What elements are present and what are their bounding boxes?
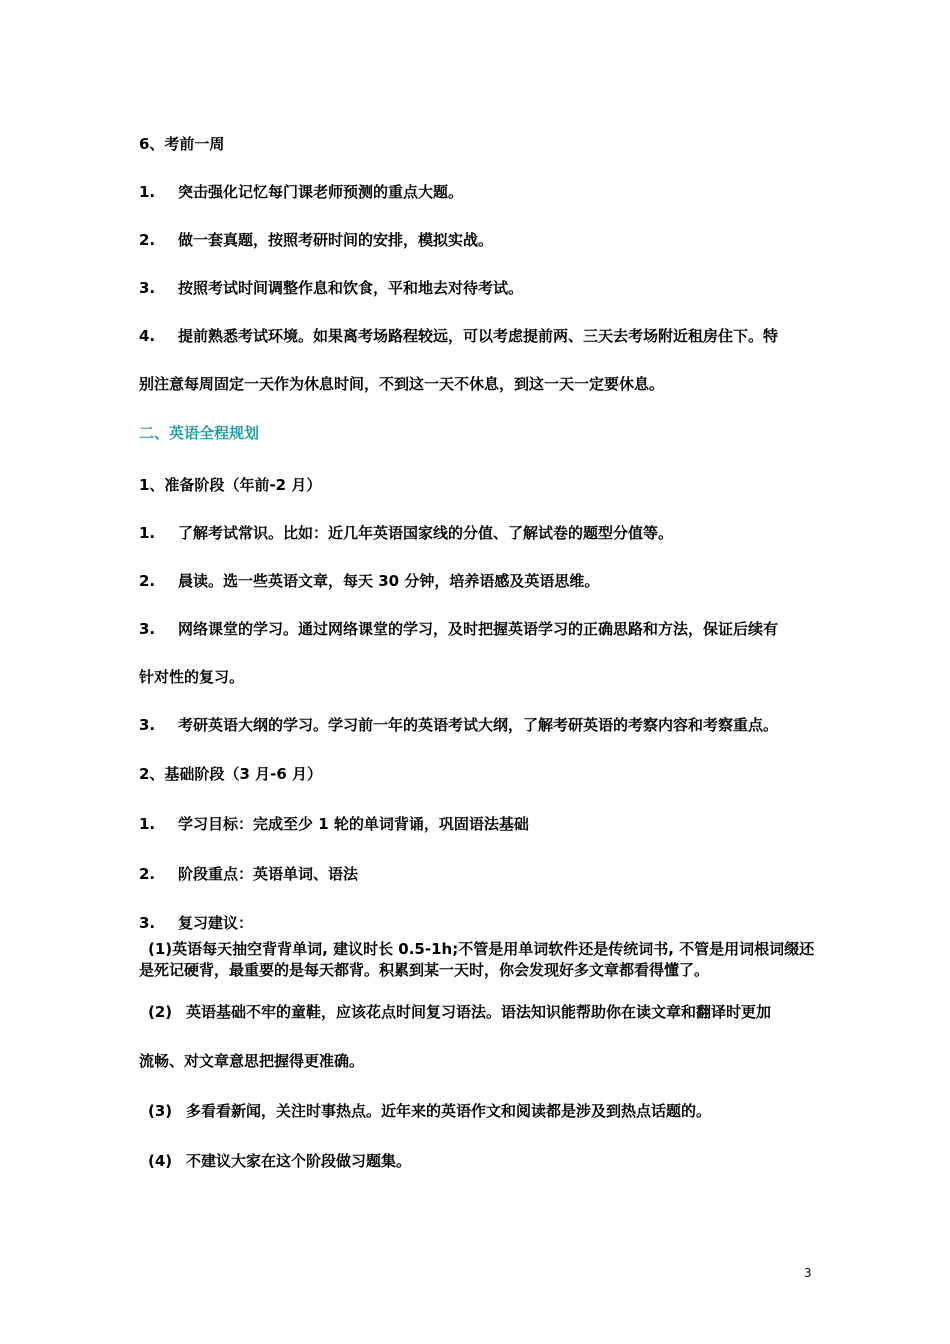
list-item — [139, 230, 493, 250]
item-text: 做一套真题，按照考研时间的安排，模拟实战。 — [178, 231, 494, 249]
item-number: 3. — [139, 914, 156, 932]
list-item — [139, 715, 778, 735]
suggestion-1: (1)英语每天抽空背背单词, 建议时长 0.5-1h;不管是用单词软件还是传统词书, 不管是用词根词缀还是死记硬背，最重要的是每天都背。积累到某一天时，你会发现好多文章都看得懂了。 — [139, 940, 815, 979]
list-item — [139, 571, 599, 591]
item-number: 2. — [139, 572, 156, 590]
list-item — [139, 619, 778, 639]
suggestion-3 — [148, 1101, 711, 1121]
item-text: 提前熟悉考试环境。如果离考场路程较远，可以考虑提前两、三天去考场附近租房住下。特 — [178, 327, 779, 345]
item-number: 1. — [139, 524, 156, 542]
item-text: 学习目标：完成至少 1 轮的单词背诵，巩固语法基础 — [178, 815, 529, 833]
item-number: 3. — [139, 279, 156, 297]
suggestion-number: (3) — [148, 1102, 173, 1120]
suggestion-number: (4) — [148, 1152, 173, 1170]
item-text: 按照考试时间调整作息和饮食，平和地去对待考试。 — [178, 279, 524, 297]
section-heading: 二、英语全程规划 — [139, 424, 260, 442]
page-number: 3 — [804, 1266, 812, 1280]
list-item — [139, 523, 673, 543]
suggestion-text: 英语基础不牢的童鞋，应该花点时间复习语法。语法知识能帮助你在读文章和翻译时更加 — [186, 1003, 772, 1021]
basic-stage-heading: 2、基础阶段（3 月-6 月） — [139, 765, 322, 783]
suggestion-text: 多看看新闻，关注时事热点。近年来的英语作文和阅读都是涉及到热点话题的。 — [186, 1102, 712, 1120]
item-text: 考研英语大纲的学习。学习前一年的英语考试大纲，了解考研英语的考察内容和考察重点。 — [178, 716, 779, 734]
list-item — [139, 182, 463, 202]
week-before-heading: 6、考前一周 — [139, 135, 225, 153]
item-text: 网络课堂的学习。通过网络课堂的学习，及时把握英语学习的正确思路和方法，保证后续有 — [178, 620, 779, 638]
item-number: 3. — [139, 716, 156, 734]
list-item — [139, 864, 358, 884]
list-item — [139, 278, 523, 298]
item-text: 晨读。选一些英语文章，每天 30 分钟，培养语感及英语思维。 — [178, 572, 600, 590]
item-number: 4. — [139, 327, 156, 345]
continuation-text: 针对性的复习。 — [139, 668, 245, 686]
list-item — [139, 913, 253, 933]
continuation-text: 别注意每周固定一天作为休息时间，不到这一天不休息，到这一天一定要休息。 — [139, 375, 665, 393]
item-text: 阶段重点：英语单词、语法 — [178, 865, 359, 883]
prep-stage-heading: 1、准备阶段（年前-2 月） — [139, 476, 322, 494]
item-number: 1. — [139, 815, 156, 833]
item-number: 1. — [139, 183, 156, 201]
item-number: 2. — [139, 865, 156, 883]
suggestion-4 — [148, 1151, 411, 1171]
item-number: 2. — [139, 231, 156, 249]
suggestion-text: 不建议大家在这个阶段做习题集。 — [186, 1152, 412, 1170]
list-item — [139, 814, 529, 834]
suggestion-number: (2) — [148, 1003, 173, 1021]
suggestion-2 — [148, 1002, 771, 1022]
item-number: 3. — [139, 620, 156, 638]
list-item — [139, 326, 778, 346]
item-text: 突击强化记忆每门课老师预测的重点大题。 — [178, 183, 464, 201]
continuation-text: 流畅、对文章意思把握得更准确。 — [139, 1052, 365, 1070]
item-text: 了解考试常识。比如：近几年英语国家线的分值、了解试卷的题型分值等。 — [178, 524, 674, 542]
item-text: 复习建议： — [178, 914, 254, 932]
